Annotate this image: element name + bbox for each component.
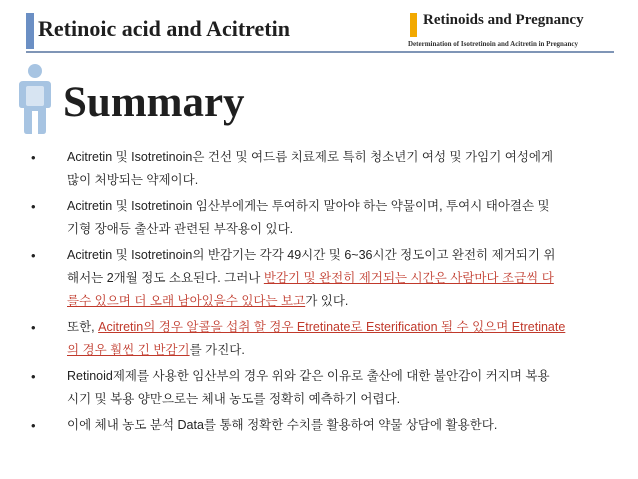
bullet-line <box>67 290 620 313</box>
bullet-dot: • <box>31 199 36 214</box>
bullet-item <box>30 244 620 313</box>
bullet-dot: • <box>31 150 36 165</box>
bullet-item <box>30 316 620 362</box>
summary-bullet-list <box>30 146 620 440</box>
bullet-text: 가 있다. <box>305 294 349 308</box>
bullet-dot: • <box>31 369 36 384</box>
title-accent-bar <box>26 13 34 49</box>
bullet-text: 해서는 2개월 정도 소요된다. 그러나 <box>67 271 264 285</box>
bullet-line: Acitretin 및 Isotretinoin은 건선 및 여드름 치료제로 특히 청소년기 여성 및 가임기 여성에게 <box>67 150 554 164</box>
section-title: Summary <box>63 79 245 126</box>
bullet-dot: • <box>31 248 36 263</box>
badge-accent-bar <box>410 13 417 37</box>
highlighted-text: 반감기 및 완전히 제거되는 시간은 사람마다 조금씩 다 <box>263 271 554 285</box>
bullet-item <box>30 365 620 411</box>
topic-badge <box>408 10 614 48</box>
badge-subtitle: Determination of Isotretinoin and Acitretin in Pregnancy <box>408 40 578 48</box>
bullet-line <box>67 339 620 362</box>
highlighted-text: Acitretin의 경우 알콜을 섭취 할 경우 Etretinate로 Esterification 될 수 있으며 Etretinate <box>98 320 566 334</box>
bullet-line: Retinoid제제를 사용한 임산부의 경우 위와 같은 이유로 출산에 대한 불안감이 커지며 복용 <box>67 369 550 383</box>
slide-title: Retinoic acid and Acitretin <box>38 16 290 41</box>
bullet-line: 시기 및 복용 양만으로는 체내 농도를 정확히 예측하기 어렵다. <box>67 392 401 406</box>
highlighted-text: 를수 있으며 더 오래 남아있을수 있다는 보고 <box>67 294 306 308</box>
highlighted-text: 의 경우 훨씬 긴 반감기 <box>67 343 190 357</box>
bullet-line: 이에 체내 농도 분석 Data를 통해 정확한 수치를 활용하여 약물 상담에 활용한다. <box>67 418 498 432</box>
bullet-dot: • <box>31 418 36 433</box>
bullet-item <box>30 414 620 437</box>
bullet-line <box>67 267 620 290</box>
bullet-dot: • <box>31 320 36 335</box>
bullet-item <box>30 195 620 241</box>
bullet-line: Acitretin 및 Isotretinoin 임산부에게는 투여하지 말아야 하는 약물이며, 투여시 태아결손 및 <box>67 199 550 213</box>
bullet-item <box>30 146 620 192</box>
bullet-text: 또한, <box>67 320 99 334</box>
bullet-line: Acitretin 및 Isotretinoin의 반감기는 각각 49시간 및 6~36시간 정도이고 완전히 제거되기 위 <box>67 248 556 262</box>
person-icon <box>15 63 55 135</box>
bullet-text: 를 가진다. <box>189 343 245 357</box>
bullet-line <box>67 316 620 339</box>
bullet-line: 많이 처방되는 약제이다. <box>67 173 199 187</box>
badge-title: Retinoids and Pregnancy <box>423 12 584 28</box>
bullet-line: 기형 장애등 출산과 관련된 부작용이 있다. <box>67 222 294 236</box>
header-divider <box>26 51 614 53</box>
